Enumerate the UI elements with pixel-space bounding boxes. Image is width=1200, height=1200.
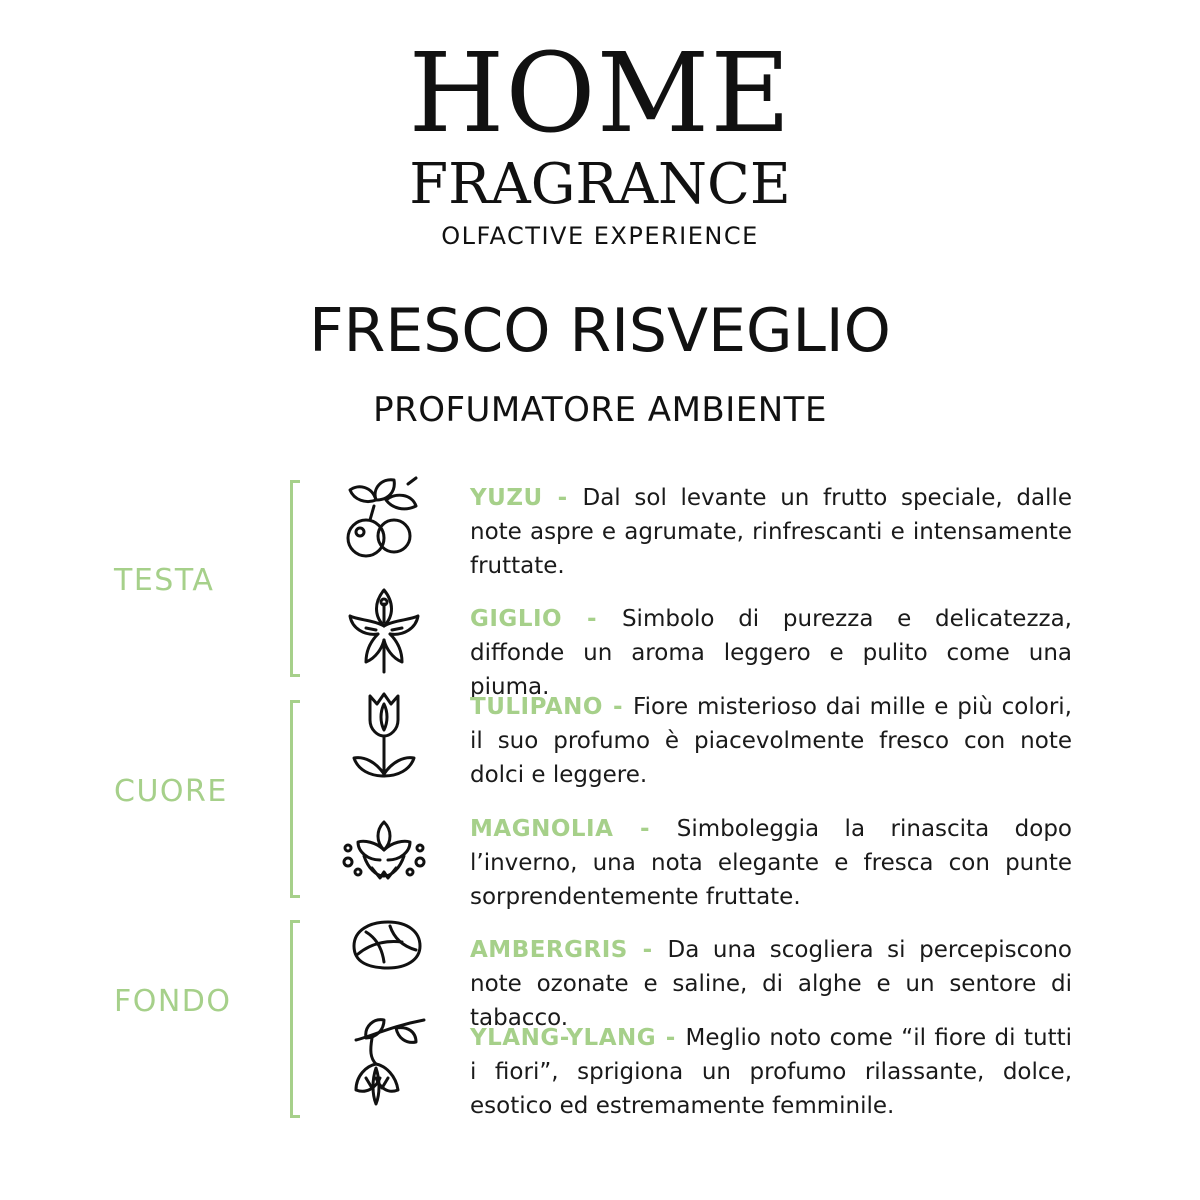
tier-bracket-fondo <box>290 920 303 1118</box>
note-name-ambergris: AMBERGRIS - <box>470 937 668 963</box>
tulip-icon <box>336 686 432 782</box>
tier-bracket-testa <box>290 480 303 677</box>
note-description-ylang-ylang: Meglio noto come “il fiore di tutti i fiori”, sprigiona un profumo rilassante, dolce, esotico ed estremamente femminile. <box>470 1025 1072 1119</box>
ylang-flower-icon <box>336 1014 432 1110</box>
lily-icon <box>336 582 432 678</box>
note-ambergris <box>470 933 1072 1035</box>
note-giglio <box>470 602 1072 704</box>
product-type: PROFUMATORE AMBIENTE <box>373 390 827 430</box>
note-description-tulipano: Fiore misterioso dai mille e più colori, il suo profumo è piacevolmente fresco con note dolci e leggere. <box>470 694 1072 788</box>
note-ylang-ylang <box>470 1021 1072 1123</box>
note-yuzu <box>470 481 1072 583</box>
brand-tagline: OLFACTIVE EXPERIENCE <box>441 222 759 250</box>
note-name-ylang-ylang: YLANG-YLANG - <box>470 1025 686 1051</box>
note-tulipano <box>470 690 1072 792</box>
product-name: FRESCO RISVEGLIO <box>309 296 891 366</box>
note-name-giglio: GIGLIO - <box>470 606 622 632</box>
note-description-yuzu: Dal sol levante un frutto speciale, dalle note aspre e agrumate, rinfrescanti e intensamente fruttate. <box>470 485 1072 579</box>
note-description-giglio: Simbolo di purezza e delicatezza, diffonde un aroma leggero e pulito come una piuma. <box>470 606 1072 700</box>
note-name-yuzu: YUZU - <box>470 485 583 511</box>
fruit-icon <box>336 470 432 566</box>
magnolia-icon <box>336 812 432 908</box>
note-description-magnolia: Simboleggia la rinascita dopo l’inverno, una nota elegante e fresca con punte sorprendentemente fruttate. <box>470 816 1072 910</box>
tier-bracket-cuore <box>290 700 303 898</box>
tier-label-cuore: CUORE <box>114 774 228 809</box>
tier-label-testa: TESTA <box>114 563 215 598</box>
brand-title-home: HOME <box>408 29 792 157</box>
stone-icon <box>336 904 432 1000</box>
note-name-tulipano: TULIPANO - <box>470 694 634 720</box>
note-name-magnolia: MAGNOLIA - <box>470 816 677 842</box>
note-description-ambergris: Da una scogliera si percepiscono note ozonate e saline, di alghe e un sentore di tabacco. <box>470 937 1072 1031</box>
brand-title-fragrance: FRAGRANCE <box>409 152 791 217</box>
tier-label-fondo: FONDO <box>114 984 232 1019</box>
note-magnolia <box>470 812 1072 914</box>
